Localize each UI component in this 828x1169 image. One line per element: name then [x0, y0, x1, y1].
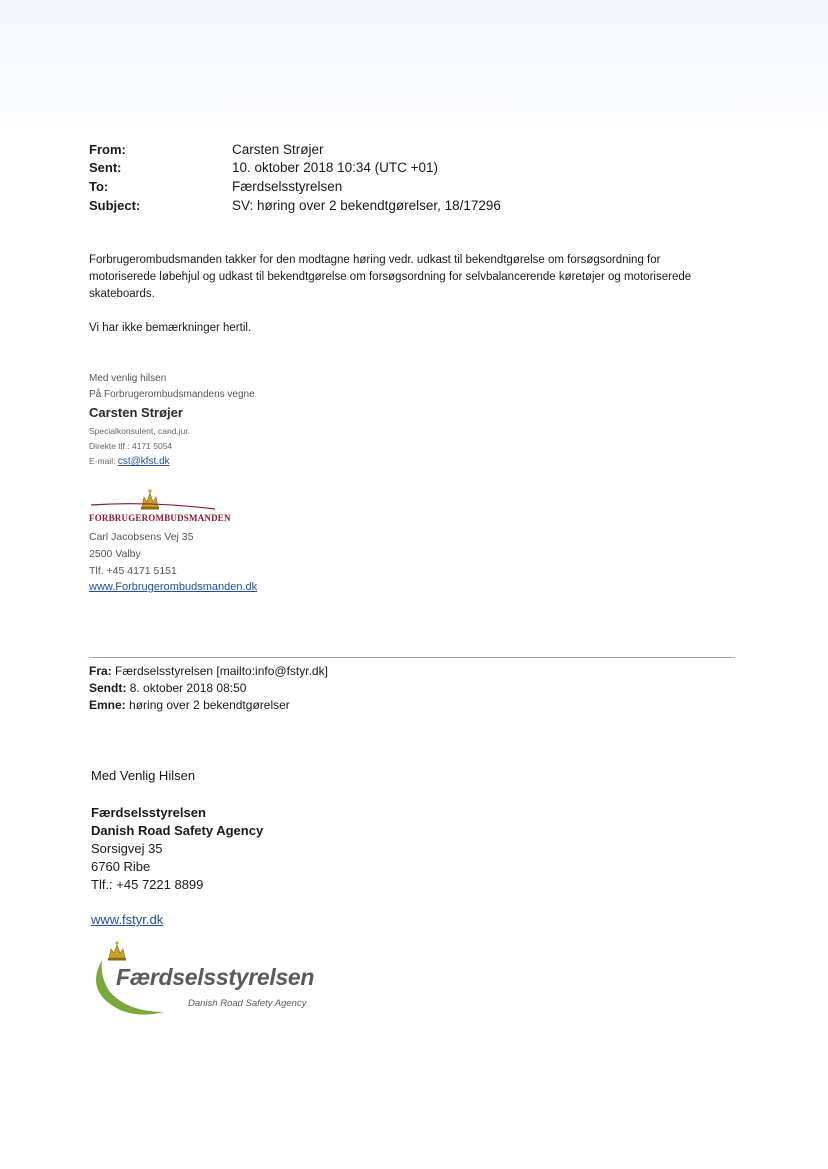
- signature-direct-phone: Direkte tlf.: 4171 5054: [89, 441, 173, 451]
- email-label: E-mail:: [89, 456, 116, 466]
- fs-street: Sorsigvej 35: [91, 841, 163, 856]
- fwd-from-value: Færdselsstyrelsen [mailto:info@fstyr.dk]: [115, 664, 328, 678]
- signature-email-line: [89, 456, 170, 467]
- scan-shading: [0, 0, 828, 130]
- from-label: From:: [89, 142, 126, 157]
- faerdselsstyrelsen-logo: [88, 940, 328, 1020]
- address-city: 2500 Valby: [89, 548, 141, 560]
- crown-icon: [89, 487, 219, 513]
- fs-city: 6760 Ribe: [91, 859, 151, 874]
- subject-value: SV: høring over 2 bekendtgørelser, 18/17296: [232, 198, 501, 213]
- signature-title: Specialkonsulent, cand.jur.: [89, 426, 191, 436]
- fwd-subject-label: Emne:: [89, 698, 126, 712]
- signature-on-behalf: På Forbrugerombudsmandens vegne: [89, 389, 255, 400]
- separator-line: [89, 657, 735, 658]
- fs-org: Færdselsstyrelsen: [91, 805, 206, 820]
- fs-greeting: Med Venlig Hilsen: [91, 768, 196, 783]
- fs-logo-title: Færdselsstyrelsen: [116, 964, 315, 990]
- body-paragraph-1: Forbrugerombudsmanden takker for den modtagne høring vedr. udkast til bekendtgørelse om forsøgsordning for motoriserede løbehjul og udkast til bekendtgørelse om forsøgsordning for selvbalancerende køretøjer og motoriserede skateboards.: [89, 254, 692, 300]
- subject-label: Subject:: [89, 198, 141, 213]
- address-street: Carl Jacobsens Vej 35: [89, 531, 194, 543]
- fs-logo-subtitle: Danish Road Safety Agency: [188, 998, 307, 1009]
- sent-label: Sent:: [89, 160, 122, 175]
- address-phone: Tlf. +45 4171 5151: [89, 565, 177, 577]
- email-link[interactable]: cst@kfst.dk: [117, 456, 170, 467]
- fs-org-en: Danish Road Safety Agency: [91, 823, 264, 838]
- to-value: Færdselsstyrelsen: [232, 179, 343, 194]
- fwd-from-label: Fra:: [89, 664, 112, 678]
- fs-crown-icon: [108, 941, 126, 960]
- fs-phone: Tlf.: +45 7221 8899: [91, 877, 204, 892]
- forbrugerombudsmanden-logo: [89, 487, 231, 527]
- from-value: Carsten Strøjer: [232, 142, 324, 157]
- signature-greeting: Med venlig hilsen: [89, 373, 167, 384]
- fwd-sent-value: 8. oktober 2018 08:50: [129, 681, 247, 695]
- forwarded-sent: [89, 681, 246, 695]
- fwd-subject-value: høring over 2 bekendtgørelser: [129, 698, 290, 712]
- fwd-sent-label: Sendt:: [89, 681, 127, 695]
- fs-website-link[interactable]: www.fstyr.dk: [91, 912, 164, 927]
- forwarded-from: [89, 664, 328, 678]
- body-paragraph-2: Vi har ikke bemærkninger hertil.: [89, 322, 252, 334]
- sent-value: 10. oktober 2018 10:34 (UTC +01): [232, 160, 439, 175]
- forwarded-subject: [89, 698, 290, 712]
- logo-text: FORBRUGEROMBUDSMANDEN: [89, 513, 231, 523]
- to-label: To:: [89, 179, 109, 194]
- signature-name: Carsten Strøjer: [89, 405, 183, 420]
- website-link[interactable]: www.Forbrugerombudsmanden.dk: [89, 581, 258, 593]
